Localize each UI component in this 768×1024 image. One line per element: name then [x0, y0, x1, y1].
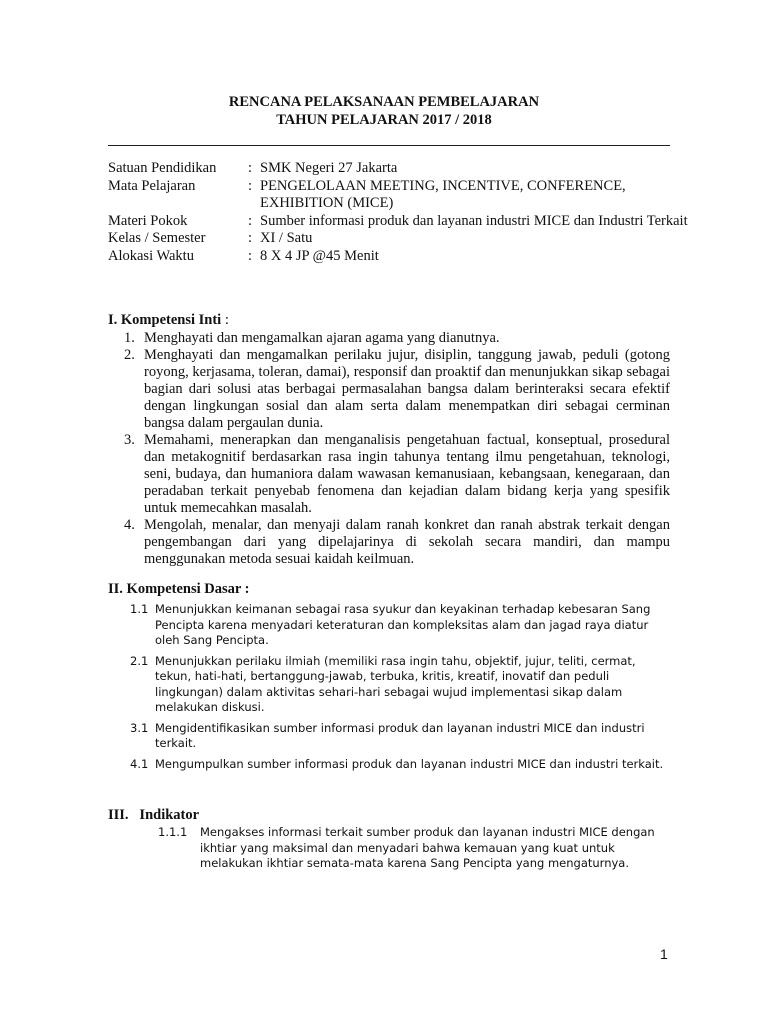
identity-label: Kelas / Semester: [108, 230, 206, 246]
header-divider: [108, 145, 670, 146]
identity-table: [108, 160, 688, 265]
list-text: Mengolah, menalar, dan menyaji dalam ranah konkret dan ranah abstrak terkait dengan pengembangan dari yang dipelajarinya di sekolah secara mandiri, dan mampu menggunakan metoda sesuai kaidah keilmuan.: [144, 517, 670, 567]
list-number: 1.: [124, 330, 135, 346]
identity-colon: :: [248, 177, 253, 194]
list-text: Menghayati dan mengamalkan ajaran agama yang dianutnya.: [144, 330, 500, 346]
identity-row-kelas: [108, 230, 688, 248]
section-heading-suffix: :: [221, 312, 229, 328]
identity-colon: :: [248, 160, 253, 176]
list-item: [124, 432, 670, 517]
list-text: Mengakses informasi terkait sumber produk dan layanan industri MICE dengan ikhtiar yang maksimal dan menyadari bahwa kemauan yang kuat untuk melakukan ikhtiar semata-mata karena Sang Pencipta yang mengaturnya.: [200, 825, 655, 870]
identity-row-alokasi: [108, 248, 688, 266]
list-number: 3.: [124, 432, 135, 448]
identity-value: Sumber informasi produk dan layanan industri MICE dan Industri Terkait: [260, 212, 688, 229]
list-text: Mengumpulkan sumber informasi produk dan layanan industri MICE dan industri terkait.: [155, 756, 664, 771]
section-heading-kompetensi-dasar: II. Kompetensi Dasar :: [108, 581, 250, 597]
list-item: [130, 654, 675, 716]
list-number: 2.: [124, 347, 135, 363]
list-text: Menunjukkan keimanan sebagai rasa syukur dan keyakinan terhadap kebesaran Sang Pencipta karena menyadari keteraturan dan kompleksitas alam dan jagad raya diatur oleh Sang Pencipta.: [155, 602, 651, 647]
kompetensi-dasar-list: [130, 602, 675, 777]
list-number: 4.: [124, 517, 135, 533]
document-title-line2: TAHUN PELAJARAN 2017 / 2018: [276, 112, 492, 128]
list-item: [124, 347, 670, 432]
list-text: Memahami, menerapkan dan menganalisis pengetahuan factual, konseptual, prosedural dan metakognitif berdasarkan rasa ingin tahunya tentang ilmu pengetahuan, teknologi, seni, budaya, dan humaniora dalam wawasan kemanusiaan, kebangsaan, kenegaraan, dan peradaban terkait penyebab fenomena dan kejadian dalam bidang kerja yang spesifik untuk memecahkan masalah.: [144, 432, 670, 516]
identity-value: XI / Satu: [260, 230, 313, 246]
kompetensi-inti-list: [124, 330, 670, 568]
identity-label: Alokasi Waktu: [108, 247, 194, 264]
list-number: 1.1: [130, 602, 149, 616]
identity-row-mapel: [108, 178, 688, 213]
list-number: 3.1: [130, 720, 149, 735]
list-item: [124, 517, 670, 568]
identity-value: 8 X 4 JP @45 Menit: [260, 247, 379, 264]
list-text: Menghayati dan mengamalkan perilaku jujur, disiplin, tanggung jawab, peduli (gotong royong, kerjasama, toleran, damai), responsif dan proaktif dan menunjukkan sikap sebagai bagian dari solusi atas berbagai permasalahan bangsa dalam berinteraksi secara efektif dengan lingkungan sosial dan alam serta dalam menempatkan diri sebagai cerminan bangsa dalam pergaulan dunia.: [144, 347, 670, 431]
indikator-list: [158, 825, 678, 872]
list-text: Mengidentifikasikan sumber informasi produk dan layanan industri MICE dan industri terkait.: [155, 720, 645, 750]
list-item: [130, 602, 675, 649]
list-item: [124, 330, 670, 347]
identity-row-materi: [108, 213, 688, 231]
identity-label: Materi Pokok: [108, 212, 188, 229]
page-number: 1: [660, 946, 668, 962]
identity-label: Satuan Pendidikan: [108, 160, 217, 176]
identity-colon: :: [248, 212, 253, 229]
list-number: 1.1.1: [158, 825, 188, 839]
list-text: Menunjukkan perilaku ilmiah (memiliki rasa ingin tahu, objektif, jujur, teliti, cermat, tekun, hati-hati, bertanggung-jawab, terbuka, kritis, kreatif, inovatif dan peduli lingkungan) dalam aktivitas sehari-hari sebagai wujud implementasi sikap dalam melakukan diskusi.: [155, 653, 636, 714]
section-heading-text: I. Kompetensi Inti: [108, 312, 222, 328]
section-heading-indikator: III. Indikator: [108, 807, 200, 823]
list-item: [130, 757, 675, 773]
list-number: 2.1: [130, 653, 149, 668]
identity-row-satuan: [108, 160, 688, 178]
identity-label: Mata Pelajaran: [108, 177, 196, 194]
list-item: [130, 721, 675, 752]
document-title-line1: RENCANA PELAKSANAAN PEMBELAJARAN: [228, 94, 540, 110]
identity-colon: :: [248, 247, 253, 264]
list-item: [158, 825, 678, 872]
list-number: 4.1: [130, 756, 149, 771]
identity-value: SMK Negeri 27 Jakarta: [260, 160, 398, 176]
identity-colon: :: [248, 230, 253, 246]
identity-value: PENGELOLAAN MEETING, INCENTIVE, CONFERENCE, EXHIBITION (MICE): [260, 177, 626, 211]
section-heading-kompetensi-inti: [108, 312, 229, 329]
